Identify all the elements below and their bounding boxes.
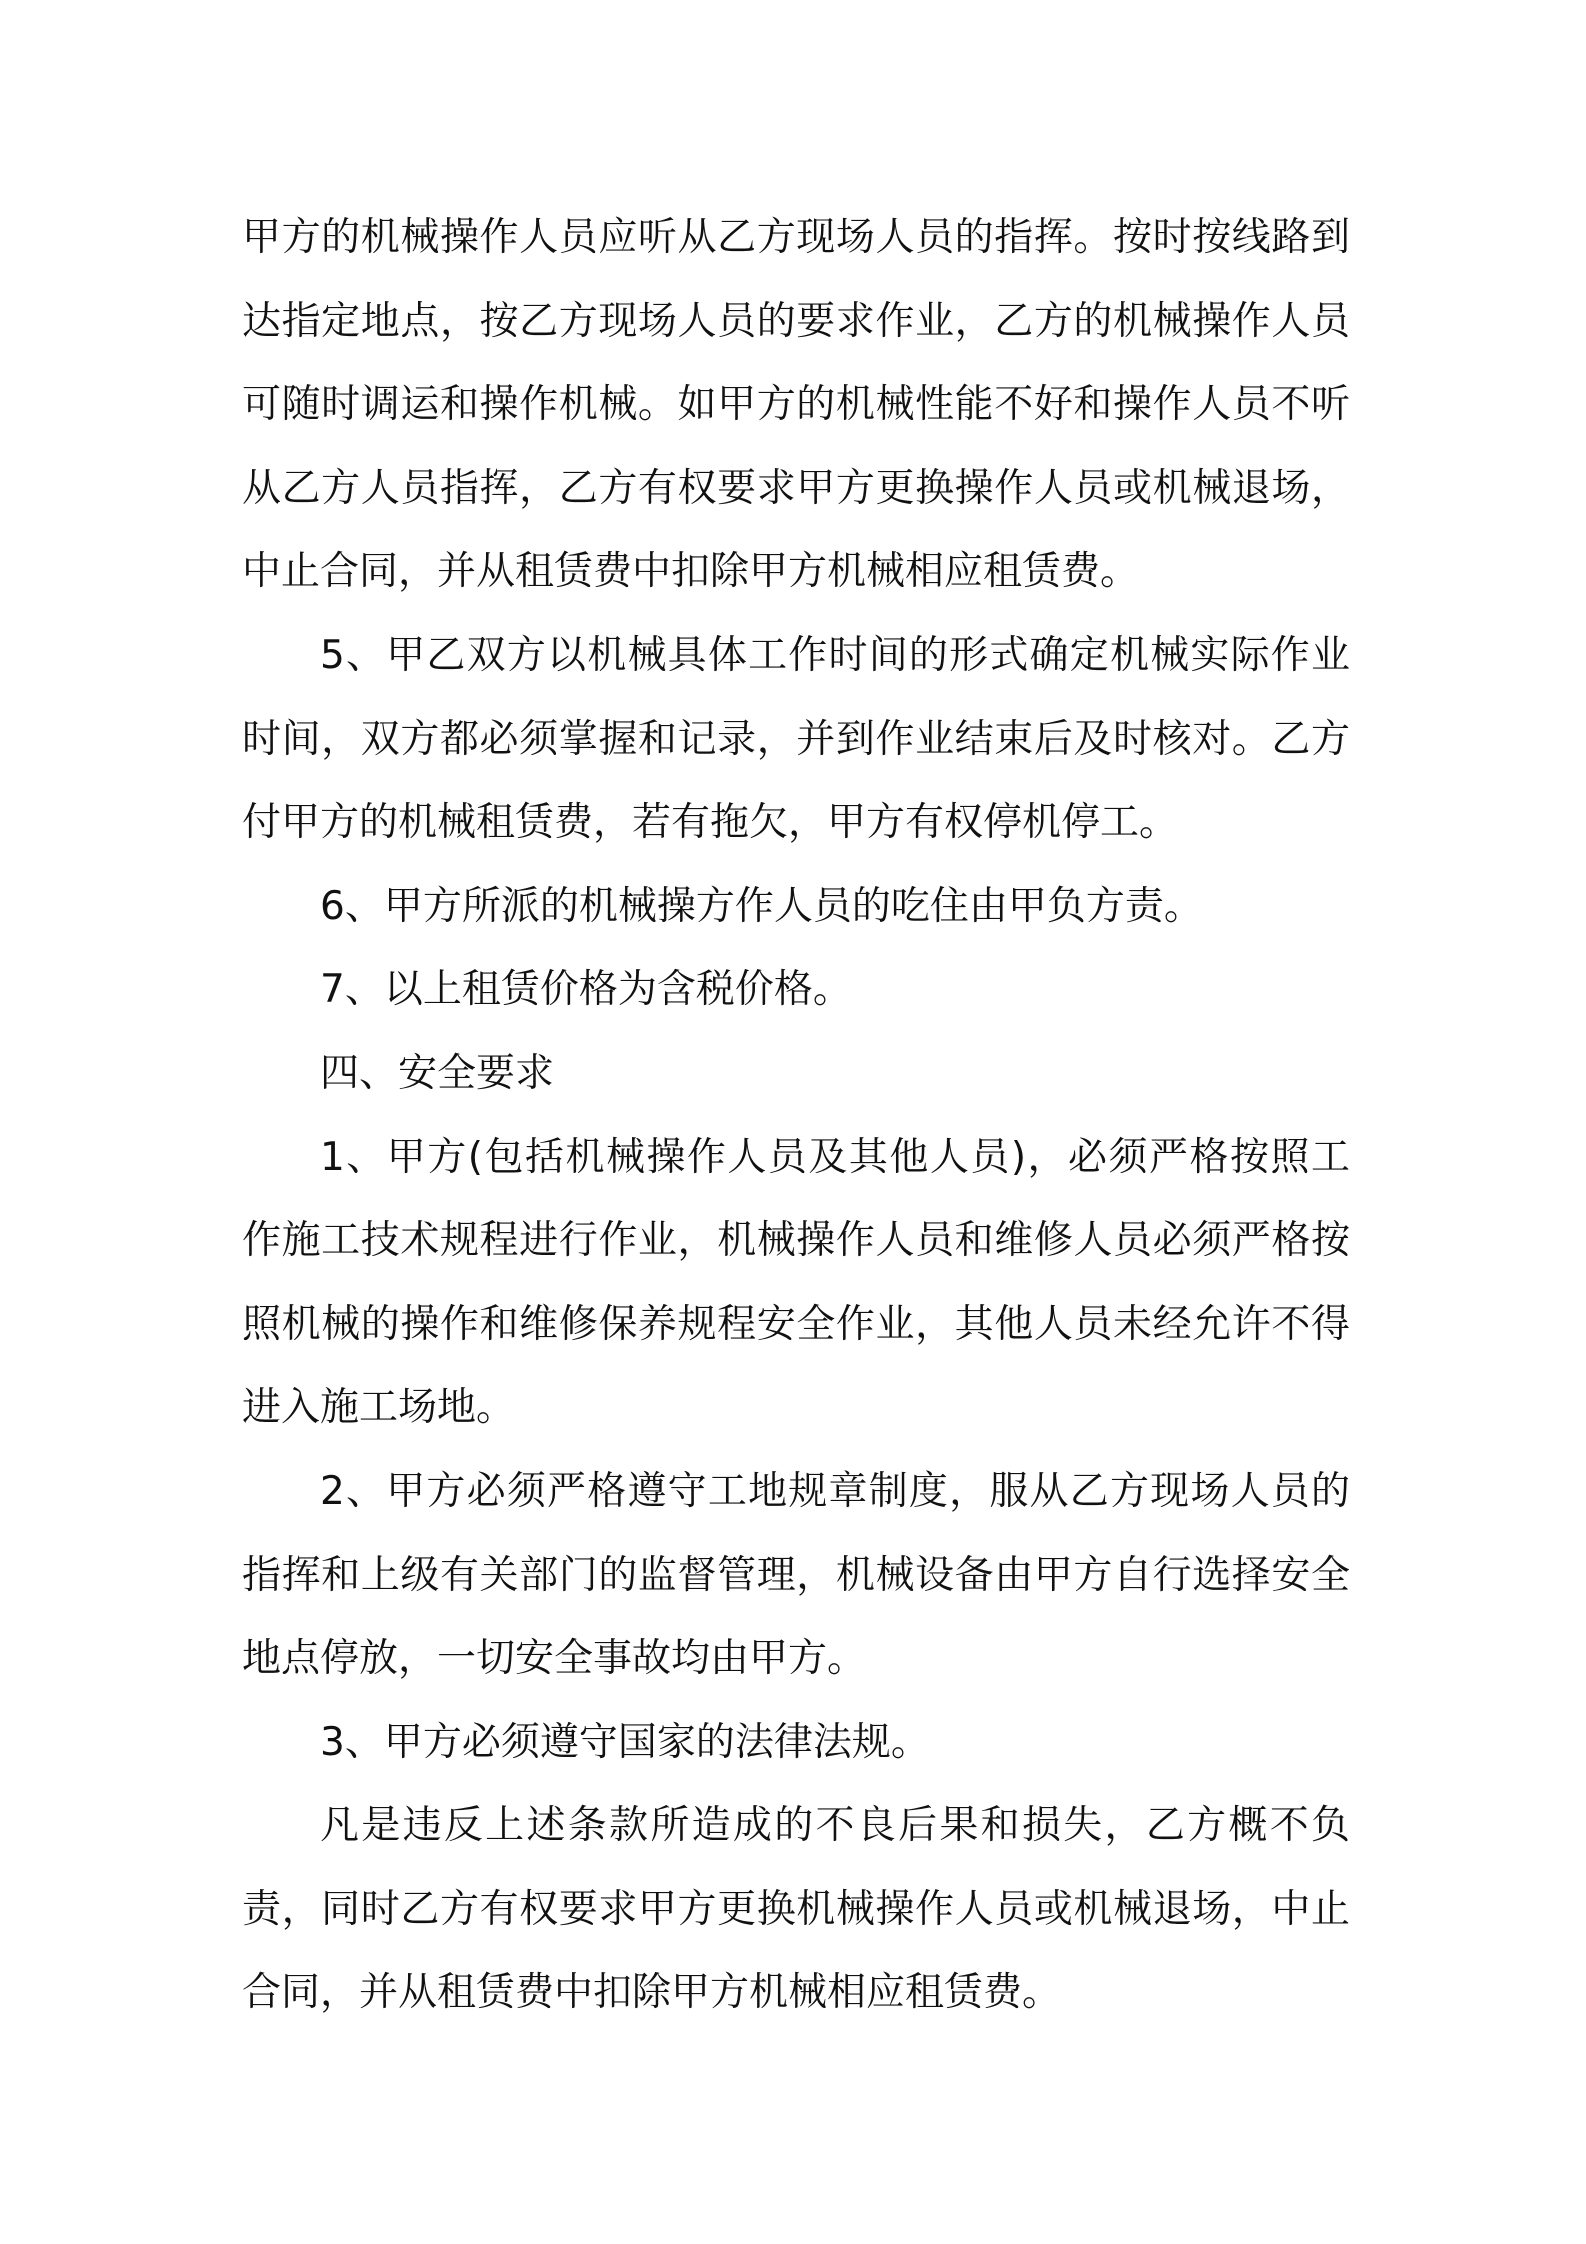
- paragraph-clause-5: 5、甲乙双方以机械具体工作时间的形式确定机械实际作业时间，双方都必须掌握和记录，并到作业结束后及时核对。乙方付甲方的机械租赁费，若有拖欠，甲方有权停机停工。: [242, 632, 1350, 846]
- paragraph-machine-operators: 甲方的机械操作人员应听从乙方现场人员的指挥。按时按线路到达指定地点，按乙方现场人员的要求作业，乙方的机械操作人员可随时调运和操作机械。如甲方的机械性能不好和操作人员不听从乙方人员指挥，乙方有权要求甲方更换操作人员或机械退场，中止合同，并从租赁费中扣除甲方机械相应租赁费。: [242, 215, 1350, 595]
- paragraph-safety-3: 3、甲方必须遵守国家的法律法规。: [320, 1719, 930, 1765]
- paragraph-clause-7: 7、以上租赁价格为含税价格。: [320, 967, 852, 1013]
- paragraph-liability: 凡是违反上述条款所造成的不良后果和损失，乙方概不负责，同时乙方有权要求甲方更换机械操作人员或机械退场，中止合同，并从租赁费中扣除甲方机械相应租赁费。: [242, 1803, 1350, 2016]
- section-heading-safety: 四、安全要求: [320, 1050, 555, 1096]
- paragraph-clause-6: 6、甲方所派的机械操方作人员的吃住由甲负方责。: [320, 883, 1203, 929]
- paragraph-safety-2: 2、甲方必须严格遵守工地规章制度，服从乙方现场人员的指挥和上级有关部门的监督管理，机械设备由甲方自行选择安全地点停放，一切安全事故均由甲方。: [242, 1468, 1350, 1682]
- document-body: [242, 196, 1350, 2035]
- paragraph-safety-1: 1、甲方(包括机械操作人员及其他人员)，必须严格按照工作施工技术规程进行作业，机械操作人员和维修人员必须严格按照机械的操作和维修保养规程安全作业，其他人员未经允许不得进入施工场地。: [242, 1134, 1350, 1431]
